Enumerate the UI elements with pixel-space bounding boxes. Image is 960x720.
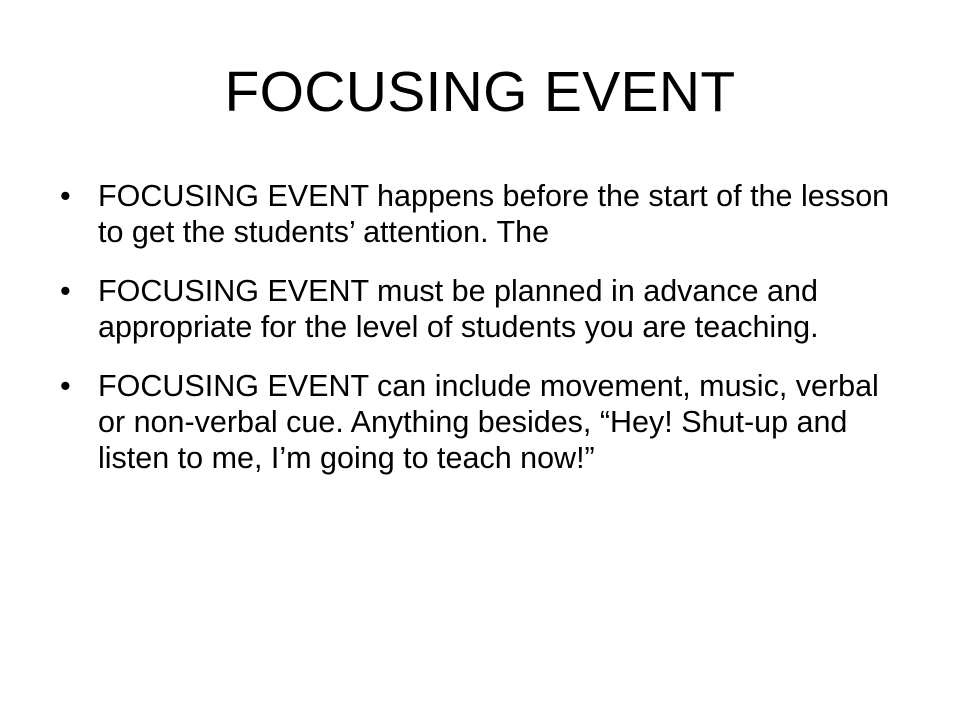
bullet-icon: • xyxy=(60,369,71,403)
bullet-list xyxy=(60,178,890,499)
bullet-icon: • xyxy=(60,274,71,308)
bullet-text: FOCUSING EVENT must be planned in advance and appropriate for the level of students you are teaching. xyxy=(98,274,819,344)
bullet-icon: • xyxy=(60,179,71,213)
bullet-item xyxy=(60,178,890,250)
bullet-item xyxy=(60,368,890,476)
bullet-item xyxy=(60,273,890,345)
bullet-text: FOCUSING EVENT can include movement, music, verbal or non-verbal cue. Anything besides, “Hey! Shut-up and listen to me, I’m going to teach now!” xyxy=(98,369,879,475)
bullet-text: FOCUSING EVENT happens before the start of the lesson to get the students’ attention. The xyxy=(98,179,890,249)
slide-title: FOCUSING EVENT xyxy=(224,60,736,124)
